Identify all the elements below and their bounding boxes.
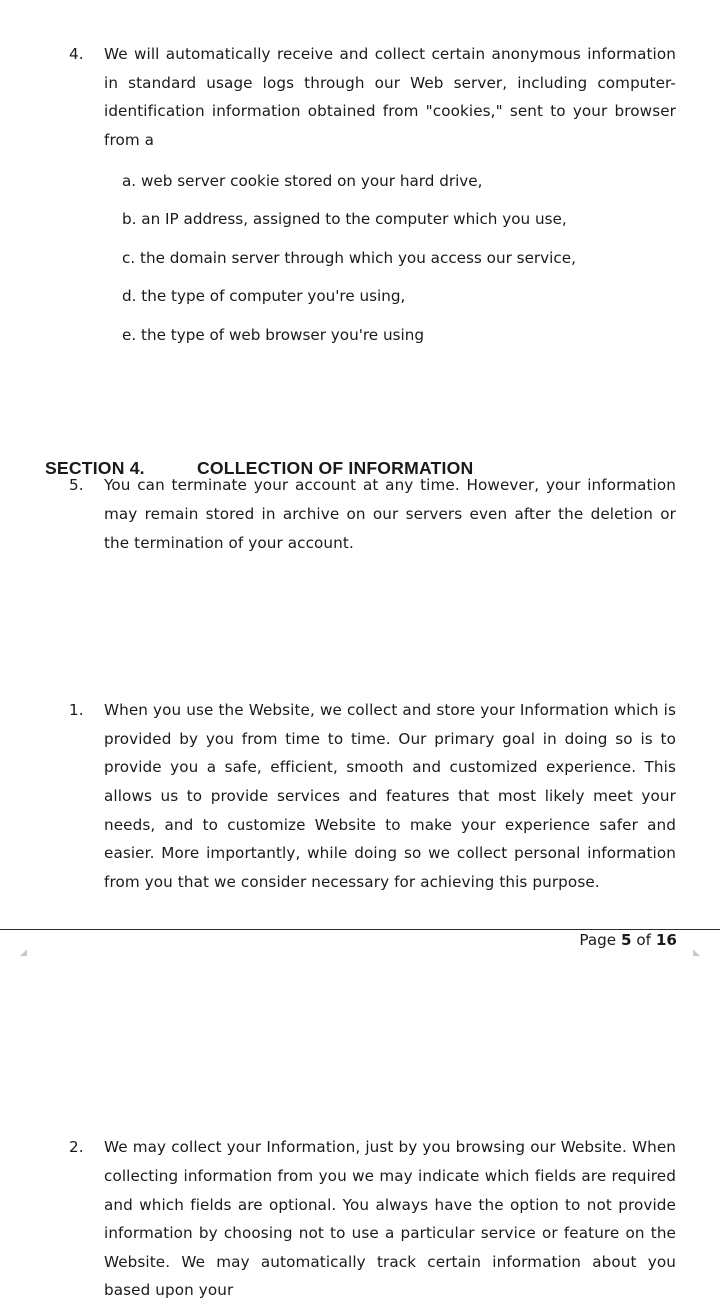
page-label: Page bbox=[579, 931, 617, 949]
list-item-number: 2. bbox=[69, 1138, 84, 1157]
total-pages-number: 16 bbox=[655, 931, 677, 949]
list-item-text: You can terminate your account at any time. However, your information may remain stored in archive on our servers even after the deletion or the termination of your account. bbox=[104, 476, 676, 552]
list-item-number: 4. bbox=[69, 45, 84, 63]
list-item bbox=[0, 40, 720, 154]
sub-list-item: c. the domain server through which you access our service, bbox=[122, 249, 576, 267]
section-number: SECTION 4. bbox=[45, 458, 145, 478]
corner-mark-icon: ◢ bbox=[20, 948, 27, 958]
list-item bbox=[0, 471, 720, 557]
sub-list-item: e. the type of web browser you're using bbox=[122, 326, 424, 344]
section-heading bbox=[45, 458, 473, 479]
page-footer bbox=[579, 930, 677, 950]
current-page-number: 5 bbox=[620, 931, 632, 949]
sub-list-item: d. the type of computer you're using, bbox=[122, 287, 406, 305]
list-item-text: We will automatically receive and collect certain anonymous information in standard usage logs through our Web server, including computer-identification information obtained from "cookies," sent to your browser from a bbox=[104, 45, 676, 149]
list-item-number: 1. bbox=[69, 701, 84, 720]
list-item-text: We may collect your Information, just by you browsing our Website. When collecting information from you we may indicate which fields are required and which fields are optional. You always have the option to not provide information by choosing not to use a particular service or feature on the Website. We may automatically track certain information about you based upon your bbox=[104, 1138, 676, 1300]
list-item-number: 5. bbox=[69, 476, 84, 495]
list-item bbox=[0, 696, 720, 896]
section-title: COLLECTION OF INFORMATION bbox=[197, 458, 474, 478]
sub-list-item: b. an IP address, assigned to the computer which you use, bbox=[122, 210, 567, 228]
corner-mark-icon: ◣ bbox=[693, 948, 700, 958]
sub-list-item: a. web server cookie stored on your hard drive, bbox=[122, 172, 483, 190]
list-item bbox=[0, 1133, 720, 1305]
of-label: of bbox=[636, 931, 652, 949]
list-item-text: When you use the Website, we collect and store your Information which is provided by you from time to time. Our primary goal in doing so is to provide you a safe, efficient, smooth and customized experience. This allows us to provide services and features that most likely meet your needs, and to customize Website to make your experience safer and easier. More importantly, while doing so we collect personal information from you that we consider necessary for achieving this purpose. bbox=[104, 701, 676, 891]
